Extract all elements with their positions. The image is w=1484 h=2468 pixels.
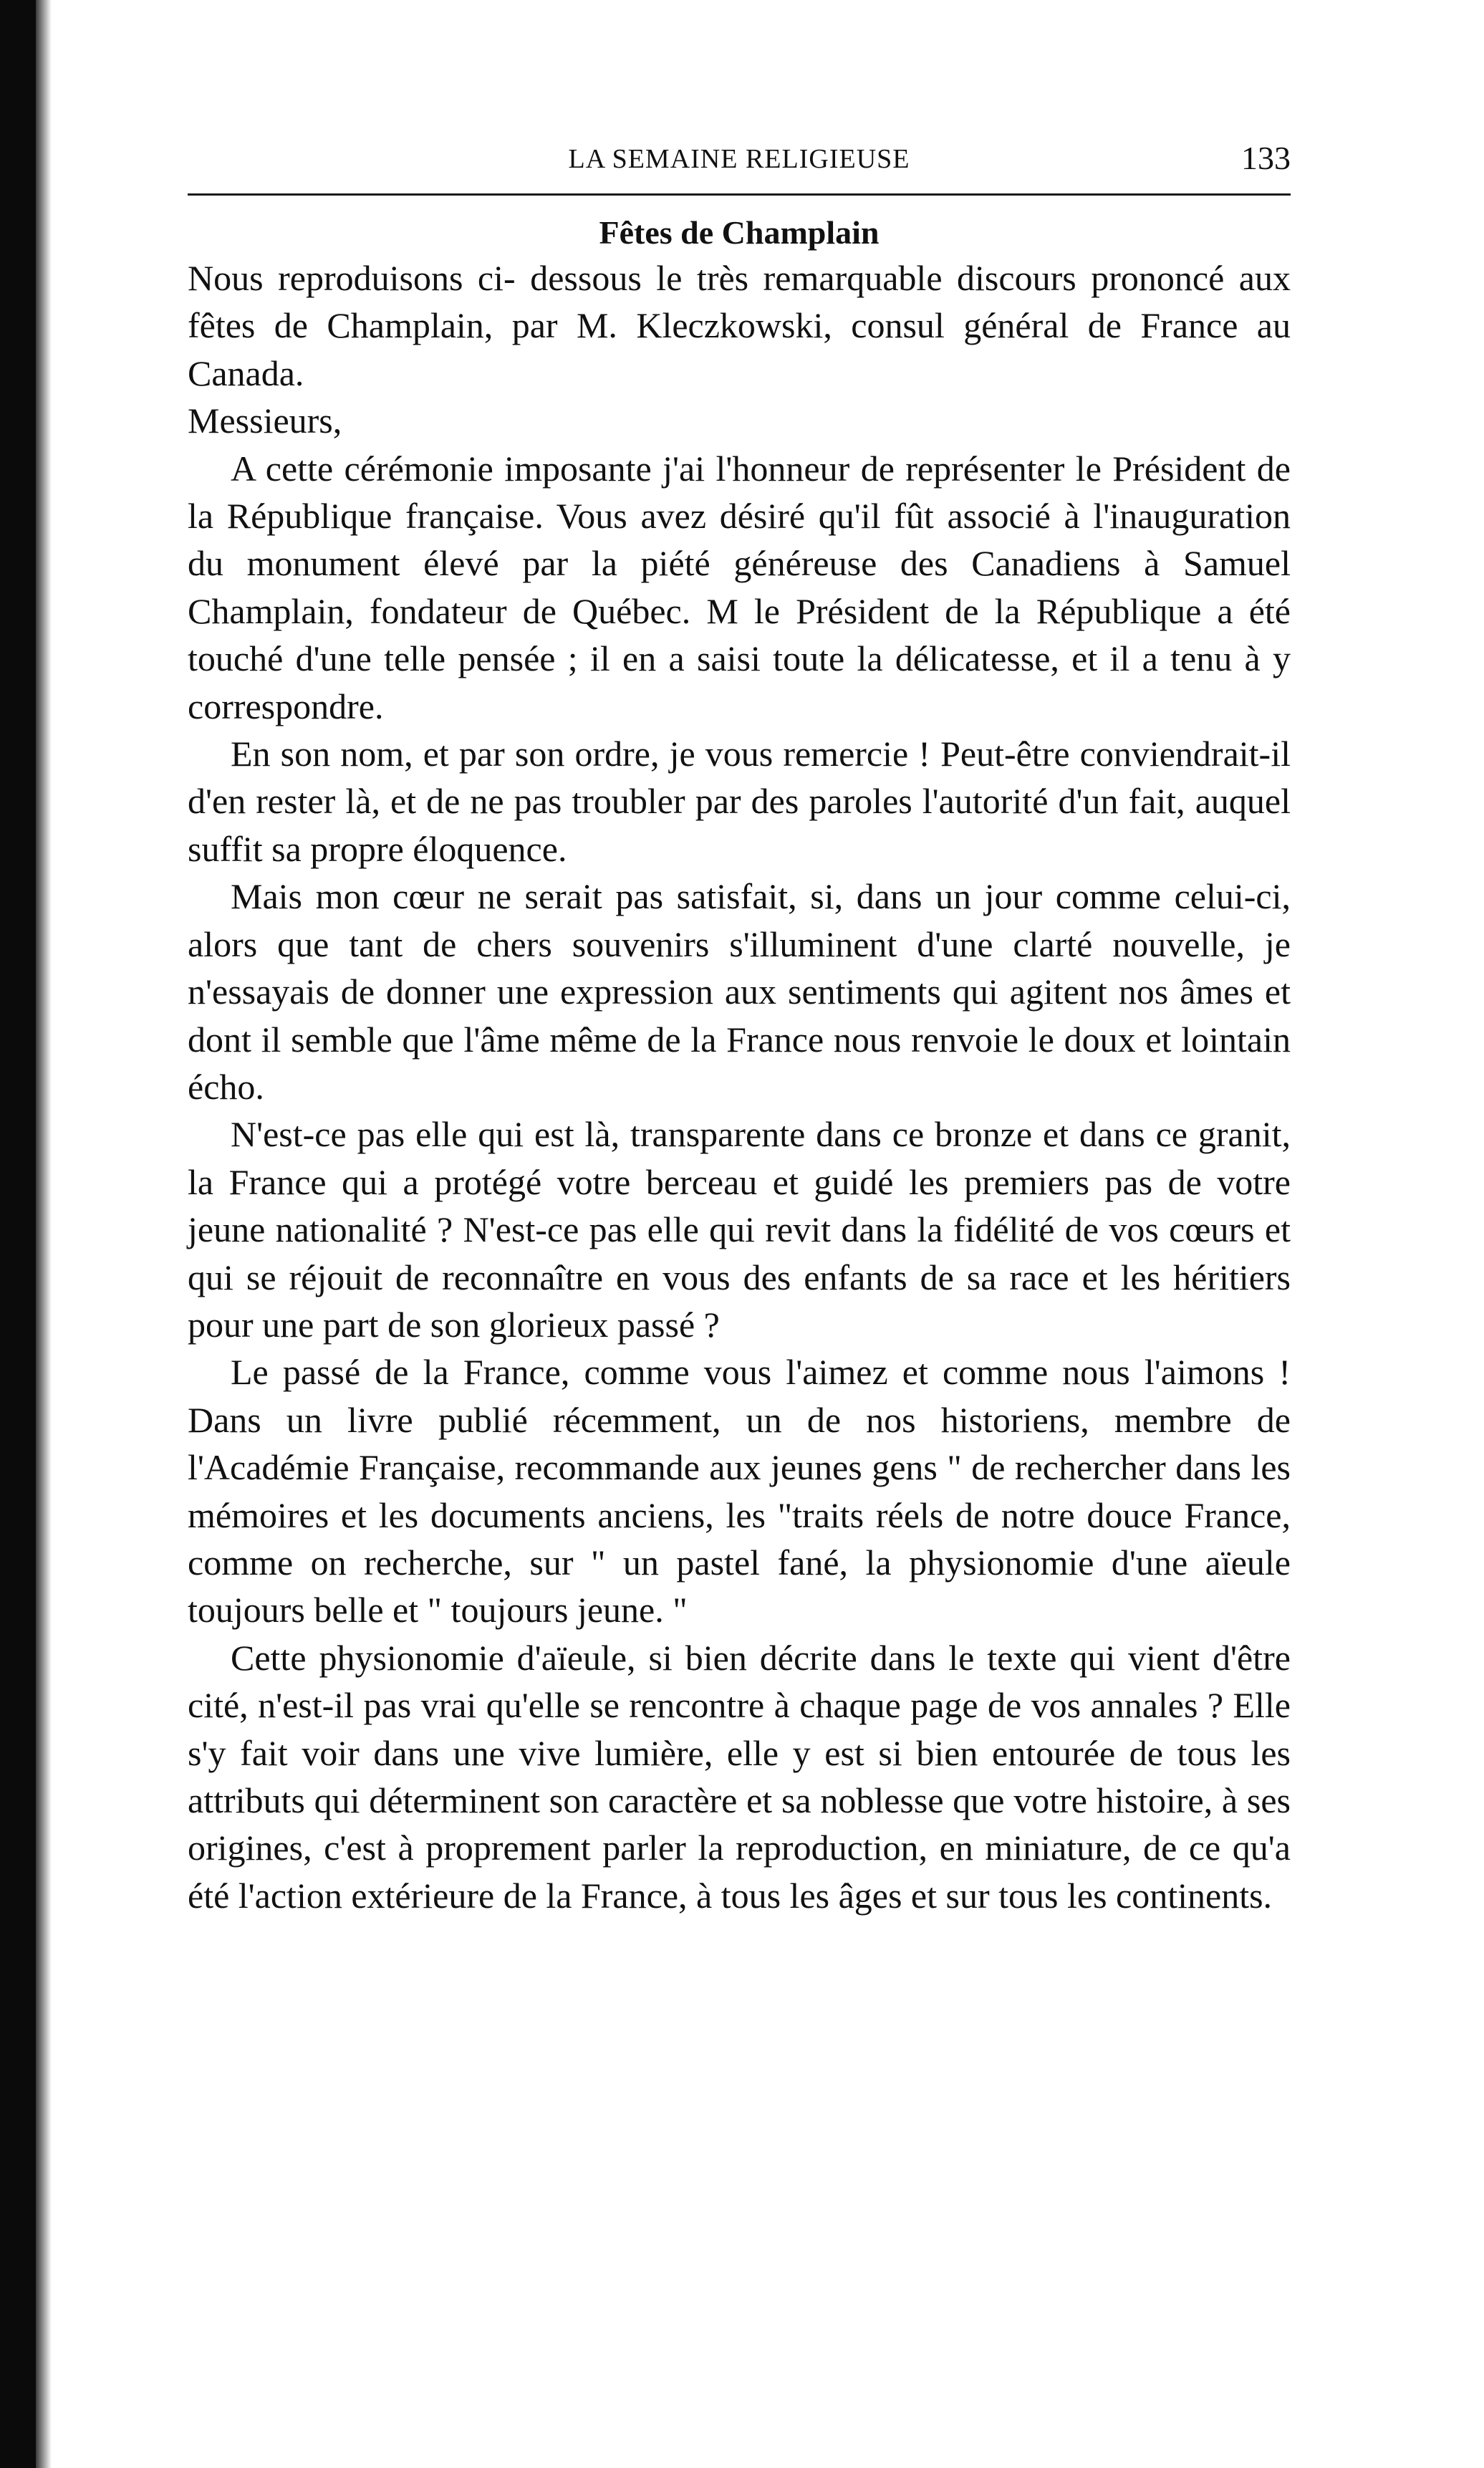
body-paragraph: Mais mon cœur ne serait pas satisfait, si, dans un jour comme celui-ci, alors que tant de chers souvenirs s'illuminent d'une clarté nouvelle, je n'essayais de donner une expression aux sentiments qui agitent nos âmes et dont il semble que l'âme même de la France nous renvoie le doux et lointain écho. — [188, 876, 1291, 1107]
book-page — [188, 140, 1291, 1919]
salutation: Messieurs, — [188, 400, 342, 441]
body-paragraph: N'est-ce pas elle qui est là, transparente dans ce bronze et dans ce granit, la France qui a protégé votre berceau et guidé les premiers pas de votre jeune nationalité ? N'est-ce pas elle qui revit dans la fidélité de vos cœurs et qui se réjouit de reconnaître en vous des enfants de sa race et les héritiers pour une part de son glorieux passé ? — [188, 1114, 1291, 1345]
binding-shadow — [36, 0, 52, 2468]
running-head — [188, 140, 1291, 193]
page-number: 133 — [1241, 140, 1291, 176]
body-paragraph: Cette physionomie d'aïeule, si bien décrite dans le texte qui vient d'être cité, n'est-il pas vrai qu'elle se rencontre à chaque page de vos annales ? Elle s'y fait voir dans une vive lumière, elle y est si bien entourée de tous les attributs qui déterminent son caractère et sa noblesse que votre histoire, à ses origines, c'est à proprement parler la reproduction, en miniature, de ce qu'a été l'action extérieure de la France, à tous les âges et sur tous les continents. — [188, 1637, 1291, 1916]
intro-paragraph: Nous reproduisons ci- dessous le très remarquable discours prononcé aux fêtes de Champlain, par M. Kleczkowski, consul général de France au Canada. — [188, 258, 1291, 393]
article-title: Fêtes de Champlain — [599, 214, 880, 251]
binding-edge — [0, 0, 36, 2468]
body-paragraph: En son nom, et par son ordre, je vous remercie ! Peut-être conviendrait-il d'en rester là, et de ne pas troubler par des paroles l'autorité d'un fait, auquel suffit sa propre éloquence. — [188, 734, 1291, 869]
running-title: LA SEMAINE RELIGIEUSE — [568, 144, 910, 174]
body-paragraph: A cette cérémonie imposante j'ai l'honneur de représenter le Président de la République française. Vous avez désiré qu'il fût associé à l'inauguration du monument élevé par la piété généreuse des Canadiens à Samuel Champlain, fondateur de Québec. M le Président de la République a été touché d'une telle pensée ; il en a saisi toute la délicatesse, et il a tenu à y correspondre. — [188, 448, 1291, 726]
header-rule — [188, 193, 1291, 196]
body-paragraph: Le passé de la France, comme vous l'aimez et comme nous l'aimons ! Dans un livre publié récemment, un de nos historiens, membre de l'Académie Française, recommande aux jeunes gens " de rechercher dans les mémoires et les documents anciens, les "traits réels de notre douce France, comme on recherche, sur " un pastel fané, la physionomie d'une aïeule toujours belle et " toujours jeune. " — [188, 1352, 1291, 1631]
